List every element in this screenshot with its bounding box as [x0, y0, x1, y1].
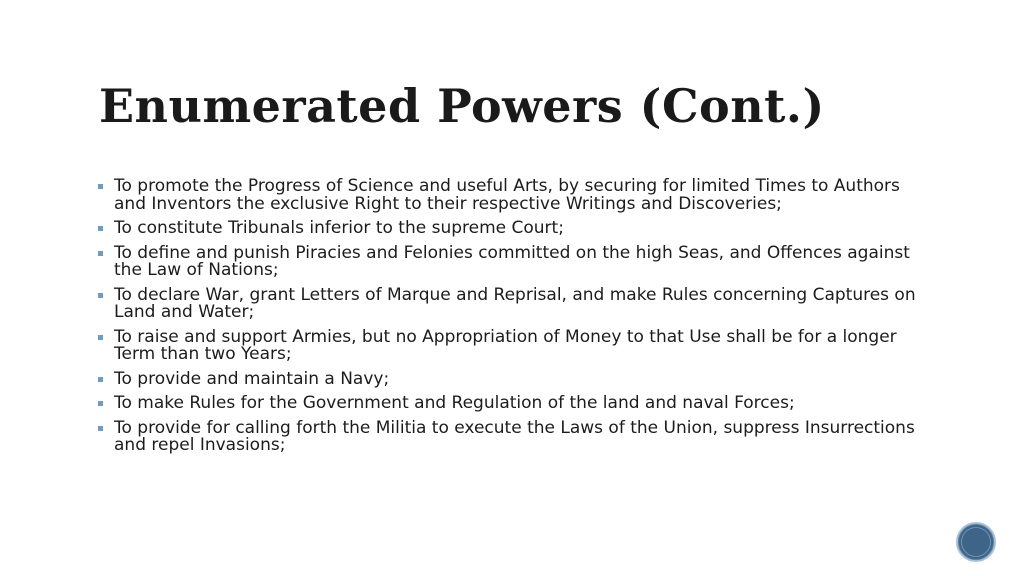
square-bullet-icon: [98, 335, 103, 340]
bullet-text: To provide for calling forth the Militia to execute the Laws of the Union, suppress Insurrections and repel Invasions;: [114, 417, 915, 455]
square-bullet-icon: [98, 293, 103, 298]
bullet-item: [98, 368, 918, 389]
square-bullet-icon: [98, 426, 103, 431]
badge-ring: [961, 527, 991, 557]
bullet-item: [98, 220, 918, 238]
square-bullet-icon: [98, 184, 103, 189]
bullet-item: [98, 284, 918, 322]
bullet-list: [98, 178, 918, 462]
bullet-text: To make Rules for the Government and Regulation of the land and naval Forces;: [114, 393, 795, 413]
bullet-text: To raise and support Armies, but no Appropriation of Money to that Use shall be for a longer Term than two Years;: [114, 326, 897, 364]
bullet-text: To declare War, grant Letters of Marque and Reprisal, and make Rules concerning Captures on Land and Water;: [114, 284, 916, 322]
slide-title: Enumerated Powers (Cont.): [99, 79, 825, 133]
bullet-item: [98, 395, 918, 413]
square-bullet-icon: [98, 377, 103, 382]
bullet-text: To promote the Progress of Science and useful Arts, by securing for limited Times to Authors and Inventors the exclusive Right to their respective Writings and Discoveries;: [114, 176, 900, 214]
bullet-item: [98, 326, 918, 364]
bullet-text: To provide and maintain a Navy;: [114, 368, 390, 389]
square-bullet-icon: [98, 401, 103, 406]
bullet-item: [98, 417, 918, 455]
bullet-text: To define and punish Piracies and Felonies committed on the high Seas, and Offences against the Law of Nations;: [114, 242, 910, 280]
square-bullet-icon: [98, 251, 103, 256]
bullet-text: To constitute Tribunals inferior to the supreme Court;: [114, 218, 564, 238]
bullet-item: [98, 178, 918, 213]
bullet-item: [98, 242, 918, 280]
slide-number-badge: [956, 522, 996, 562]
square-bullet-icon: [98, 226, 103, 231]
